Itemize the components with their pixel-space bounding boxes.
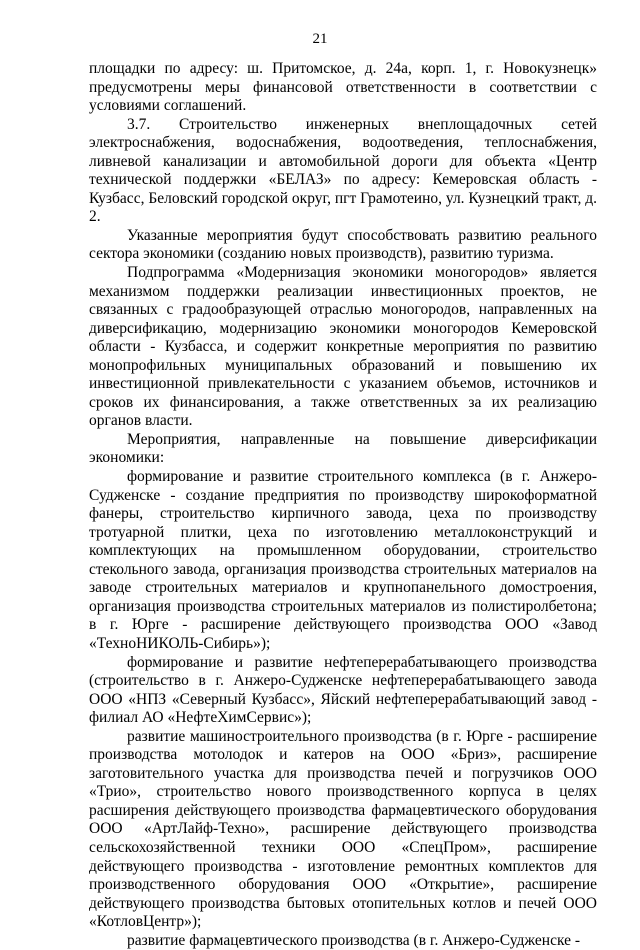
paragraph-machine-building: развитие машиностроительного производства (в г. Юрге - расширение производства мотолодок и катеров на ООО «Бриз», расширение заготовительного участка для производства печей и погрузчиков ООО «Трио», строительство нового производственного корпуса в целях расширения действующего производства фармацевтического оборудования ООО «АртЛайф-Техно», расширение действующего производства сельскохозяйственной техники ООО «СпецПром», расширение действующего производства - изготовление ремонтных комплектов для производственного оборудования ООО «Открытие», расширение действующего производства бытовых отопительных котлов и печей ООО «КотловЦентр»);	[89, 727, 597, 931]
paragraph-continuation: площадки по адресу: ш. Притомское, д. 24а, корп. 1, г. Новокузнецк» предусмотрены меры финансовой ответственности в соответствии с условиями соглашений.	[89, 60, 597, 115]
paragraph-construction-complex: формирование и развитие строительного комплекса (в г. Анжеро-Судженске - создание предприятия по производству широкоформатной фанеры, строительство кирпичного завода, цеха по производству тротуарной плитки, цеха по изготовлению металлоконструкций и комплектующих на промышленном оборудовании, строительство стекольного завода, организация производства строительных материалов на заводе строительных материалов и крупнопанельного домостроения, организация производства строительных материалов из полистиролбетона; в г. Юрге - расширение действующего производства ООО «Завод «ТехноНИКОЛЬ-Сибирь»);	[89, 468, 597, 652]
paragraph-subprogram: Подпрограмма «Модернизация экономики моногородов» является механизмом поддержки реализации инвестиционных проектов, не связанных с градообразующей отраслью моногородов, направленных на диверсификацию, модернизацию экономики моногородов Кемеровской области - Кузбасса, и содержит конкретные мероприятия по развитию монопрофильных муниципальных образований и повышению их инвестиционной привлекательности с указанием объемов, источников и сроков их финансирования, а также ответственных за их реализацию органов власти.	[89, 264, 597, 430]
paragraph-diversification-heading: Мероприятия, направленные на повышение диверсификации экономики:	[89, 430, 597, 467]
page-number: 21	[312, 31, 328, 47]
paragraph-pharmaceutical: развитие фармацевтического производства (в г. Анжеро-Судженске -	[127, 931, 581, 949]
paragraph-item-3-7: 3.7. Строительство инженерных внеплощадочных сетей электроснабжения, водоснабжения, водоотведения, теплоснабжения, ливневой канализации и автомобильной дороги для объекта «Центр технической поддержки «БЕЛАЗ» по адресу: Кемеровская область - Кузбасс, Беловский городской округ, пгт Грамотеино, ул. Кузнецкий тракт, д. 2.	[89, 115, 597, 226]
paragraph-oil-refining: формирование и развитие нефтеперерабатывающего производства (строительство в г. Анжеро-Судженске нефтеперерабатывающего завода ООО «НПЗ «Северный Кузбасс», Яйский нефтеперерабатывающий завод - филиал АО «НефтеХимСервис»);	[89, 653, 597, 727]
document-body	[89, 60, 597, 950]
paragraph-measures-effect: Указанные мероприятия будут способствовать развитию реального сектора экономики (созданию новых производств), развитию туризма.	[89, 226, 597, 263]
